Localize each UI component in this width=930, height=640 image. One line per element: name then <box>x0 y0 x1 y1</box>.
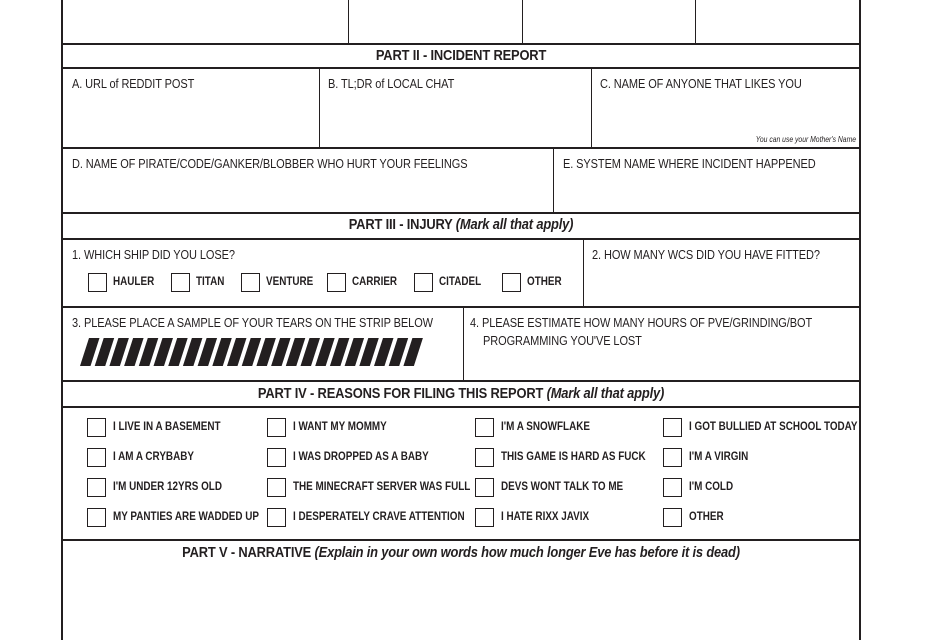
ship-citadel-checkbox[interactable] <box>414 273 433 292</box>
rule-part3-header <box>63 238 859 240</box>
ship-citadel-label: CITADEL <box>439 276 482 288</box>
q4-label-line2: PROGRAMMING YOU'VE LOST <box>483 334 642 348</box>
ship-carrier-label: CARRIER <box>352 276 398 288</box>
reason-label: I'M COLD <box>689 481 734 493</box>
part2-title: PART II - INCIDENT REPORT <box>375 47 547 64</box>
local-chat-field[interactable] <box>321 92 589 146</box>
reason-checkbox[interactable] <box>87 418 106 437</box>
field-b-label: B. TL;DR of LOCAL CHAT <box>328 77 455 91</box>
part3-title: PART III - INJURY (Mark all that apply) <box>348 216 574 233</box>
field-d-label: D. NAME OF PIRATE/CODE/GANKER/BLOBBER WHO HURT YOUR FEELINGS <box>72 157 468 171</box>
reason-label: I WANT MY MOMMY <box>293 421 387 433</box>
ship-other-checkbox[interactable] <box>502 273 521 292</box>
part5-title: PART V - NARRATIVE (Explain in your own words how much longer Eve has before it is dead) <box>182 544 740 561</box>
rule-part5-top <box>63 539 859 541</box>
reason-checkbox[interactable] <box>475 508 494 527</box>
reason-checkbox[interactable] <box>475 418 494 437</box>
reason-label: I'M A VIRGIN <box>689 451 749 463</box>
tears-strip-icon <box>80 338 425 366</box>
narrative-field[interactable] <box>65 568 859 620</box>
rule-q3q4 <box>63 306 859 308</box>
reason-label: I LIVE IN A BASEMENT <box>113 421 221 433</box>
reason-label: THIS GAME IS HARD AS FUCK <box>501 451 646 463</box>
reason-checkbox[interactable] <box>475 448 494 467</box>
reason-label: DEVS WONT TALK TO ME <box>501 481 624 493</box>
reason-label: I AM A CRYBABY <box>113 451 194 463</box>
reason-label: THE MINECRAFT SERVER WAS FULL <box>293 481 471 493</box>
pirate-name-field[interactable] <box>65 172 551 210</box>
ship-hauler-checkbox[interactable] <box>88 273 107 292</box>
reason-checkbox[interactable] <box>663 418 682 437</box>
ship-venture-checkbox[interactable] <box>241 273 260 292</box>
rule-part4-top <box>63 380 859 382</box>
reason-label: I'M UNDER 12YRS OLD <box>113 481 222 493</box>
reason-label: OTHER <box>689 511 724 523</box>
tears-hatch-group <box>80 338 423 366</box>
system-name-field[interactable] <box>555 172 859 210</box>
field-c-label: C. NAME OF ANYONE THAT LIKES YOU <box>600 77 802 91</box>
reason-label: I WAS DROPPED AS A BABY <box>293 451 429 463</box>
divider-q1q2 <box>583 239 584 306</box>
reason-label: I DESPERATELY CRAVE ATTENTION <box>293 511 465 523</box>
part4-title: PART IV - REASONS FOR FILING THIS REPORT (Mark all that apply) <box>257 385 665 402</box>
q3-label: 3. PLEASE PLACE A SAMPLE OF YOUR TEARS ON THE STRIP BELOW <box>72 316 433 330</box>
part4-title-note: (Mark all that apply) <box>546 385 665 402</box>
field-a-label: A. URL of REDDIT POST <box>72 77 195 91</box>
ship-venture-label: VENTURE <box>266 276 314 288</box>
divider-de <box>553 148 554 212</box>
q1-label: 1. WHICH SHIP DID YOU LOSE? <box>72 248 235 262</box>
reason-checkbox[interactable] <box>87 478 106 497</box>
reason-checkbox[interactable] <box>87 508 106 527</box>
q4-label-line1: 4. PLEASE ESTIMATE HOW MANY HOURS OF PVE/GRINDING/BOT <box>470 316 813 330</box>
part1-divider-2 <box>522 0 523 44</box>
part1-divider-3 <box>695 0 696 44</box>
rule-part2-header <box>63 67 859 69</box>
part3-title-note: (Mark all that apply) <box>455 216 574 233</box>
ship-titan-checkbox[interactable] <box>171 273 190 292</box>
reddit-url-field[interactable] <box>65 92 317 146</box>
reason-checkbox[interactable] <box>663 478 682 497</box>
rule-part2-top <box>63 43 859 45</box>
rule-part4-header <box>63 406 859 408</box>
hours-lost-field[interactable] <box>465 352 859 378</box>
ship-titan-label: TITAN <box>196 276 225 288</box>
incident-form <box>61 0 861 640</box>
reason-label: MY PANTIES ARE WADDED UP <box>113 511 259 523</box>
reason-label: I HATE RIXX JAVIX <box>501 511 590 523</box>
reason-checkbox[interactable] <box>475 478 494 497</box>
reason-checkbox[interactable] <box>267 478 286 497</box>
reason-checkbox[interactable] <box>267 418 286 437</box>
ship-hauler-label: HAULER <box>113 276 155 288</box>
reason-label: I'M A SNOWFLAKE <box>501 421 590 433</box>
rule-row-de <box>63 147 859 149</box>
divider-ab <box>319 68 320 148</box>
q2-label: 2. HOW MANY WCS DID YOU HAVE FITTED? <box>592 248 820 262</box>
reason-checkbox[interactable] <box>663 508 682 527</box>
field-c-note: You can use your Mother's Name <box>755 135 856 144</box>
reason-label: I GOT BULLIED AT SCHOOL TODAY <box>689 421 858 433</box>
rule-part3-top <box>63 212 859 214</box>
part1-divider-1 <box>348 0 349 44</box>
ship-carrier-checkbox[interactable] <box>327 273 346 292</box>
field-e-label: E. SYSTEM NAME WHERE INCIDENT HAPPENED <box>563 157 816 171</box>
reason-checkbox[interactable] <box>87 448 106 467</box>
part5-title-note: (Explain in your own words how much longer Eve has before it is dead) <box>314 544 740 561</box>
divider-bc <box>591 68 592 148</box>
reason-checkbox[interactable] <box>267 448 286 467</box>
reason-checkbox[interactable] <box>663 448 682 467</box>
ship-other-label: OTHER <box>527 276 562 288</box>
wcs-count-field[interactable] <box>585 266 859 304</box>
reason-checkbox[interactable] <box>267 508 286 527</box>
divider-q3q4 <box>463 307 464 380</box>
liker-name-field[interactable] <box>593 92 859 134</box>
